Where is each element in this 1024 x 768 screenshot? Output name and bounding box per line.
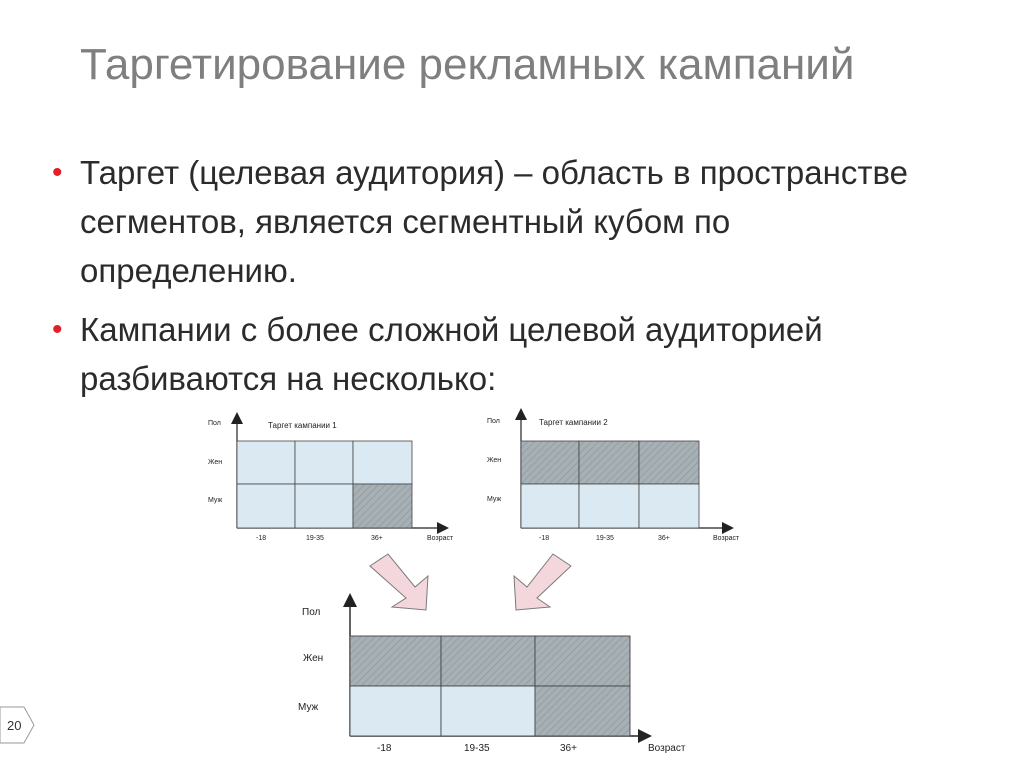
page-number-badge xyxy=(0,705,40,745)
page-number: 20 xyxy=(7,718,22,733)
col-label: 36+ xyxy=(371,535,383,542)
merge-arrow-right-icon xyxy=(514,554,571,610)
col-label: 36+ xyxy=(658,535,670,542)
row-label-male: Муж xyxy=(208,497,223,504)
col-label: -18 xyxy=(539,535,550,542)
axis-label-gender: Пол xyxy=(487,418,500,425)
cell xyxy=(579,484,639,528)
cell xyxy=(237,484,295,528)
cell xyxy=(295,441,353,484)
row-label-female: Жен xyxy=(208,459,223,466)
axis-label-age: Возраст xyxy=(713,535,740,542)
targeted-cell xyxy=(441,636,535,686)
axis-label-age: Возраст xyxy=(427,535,454,542)
cell xyxy=(350,686,441,736)
bullet-dot-icon: • xyxy=(52,156,63,189)
targeted-cell xyxy=(639,441,699,484)
col-label: 19-35 xyxy=(464,743,490,754)
col-label: 36+ xyxy=(560,743,577,754)
row-label-male: Муж xyxy=(298,702,319,713)
col-label: -18 xyxy=(377,743,392,754)
targeted-cell xyxy=(535,686,630,736)
col-label: 19-35 xyxy=(306,535,324,542)
target-grid-campaign-2 xyxy=(487,414,740,542)
target-grid-combined xyxy=(298,600,686,754)
cell xyxy=(639,484,699,528)
bullet-dot-icon: • xyxy=(52,313,63,346)
targeted-cell xyxy=(350,636,441,686)
targeted-cell xyxy=(353,484,412,528)
cell xyxy=(353,441,412,484)
row-label-female: Жен xyxy=(487,457,502,464)
row-label-female: Жен xyxy=(303,653,324,664)
grid-title: Таргет кампании 2 xyxy=(539,418,608,427)
row-label-male: Муж xyxy=(487,496,502,503)
merge-arrow-left-icon xyxy=(370,554,428,610)
col-label: 19-35 xyxy=(596,535,614,542)
bullet-text: Таргет (целевая аудитория) – область в пространстве сегментов, является сегментный кубом по определению. xyxy=(80,154,908,289)
targeted-cell xyxy=(521,441,579,484)
col-label: -18 xyxy=(256,535,267,542)
targeted-cell xyxy=(579,441,639,484)
bullet-text: Кампании с более сложной целевой аудиторией разбиваются на несколько: xyxy=(80,311,823,397)
cell xyxy=(441,686,535,736)
axis-label-gender: Пол xyxy=(208,420,221,427)
grid-title: Таргет кампании 1 xyxy=(268,421,337,430)
axis-label-gender: Пол xyxy=(302,607,321,618)
targeted-cell xyxy=(535,636,630,686)
cell xyxy=(237,441,295,484)
axis-label-age: Возраст xyxy=(648,743,686,754)
cell xyxy=(295,484,353,528)
slide-title: Таргетирование рекламных кампаний xyxy=(80,40,855,89)
target-grid-campaign-1 xyxy=(208,418,454,542)
cell xyxy=(521,484,579,528)
